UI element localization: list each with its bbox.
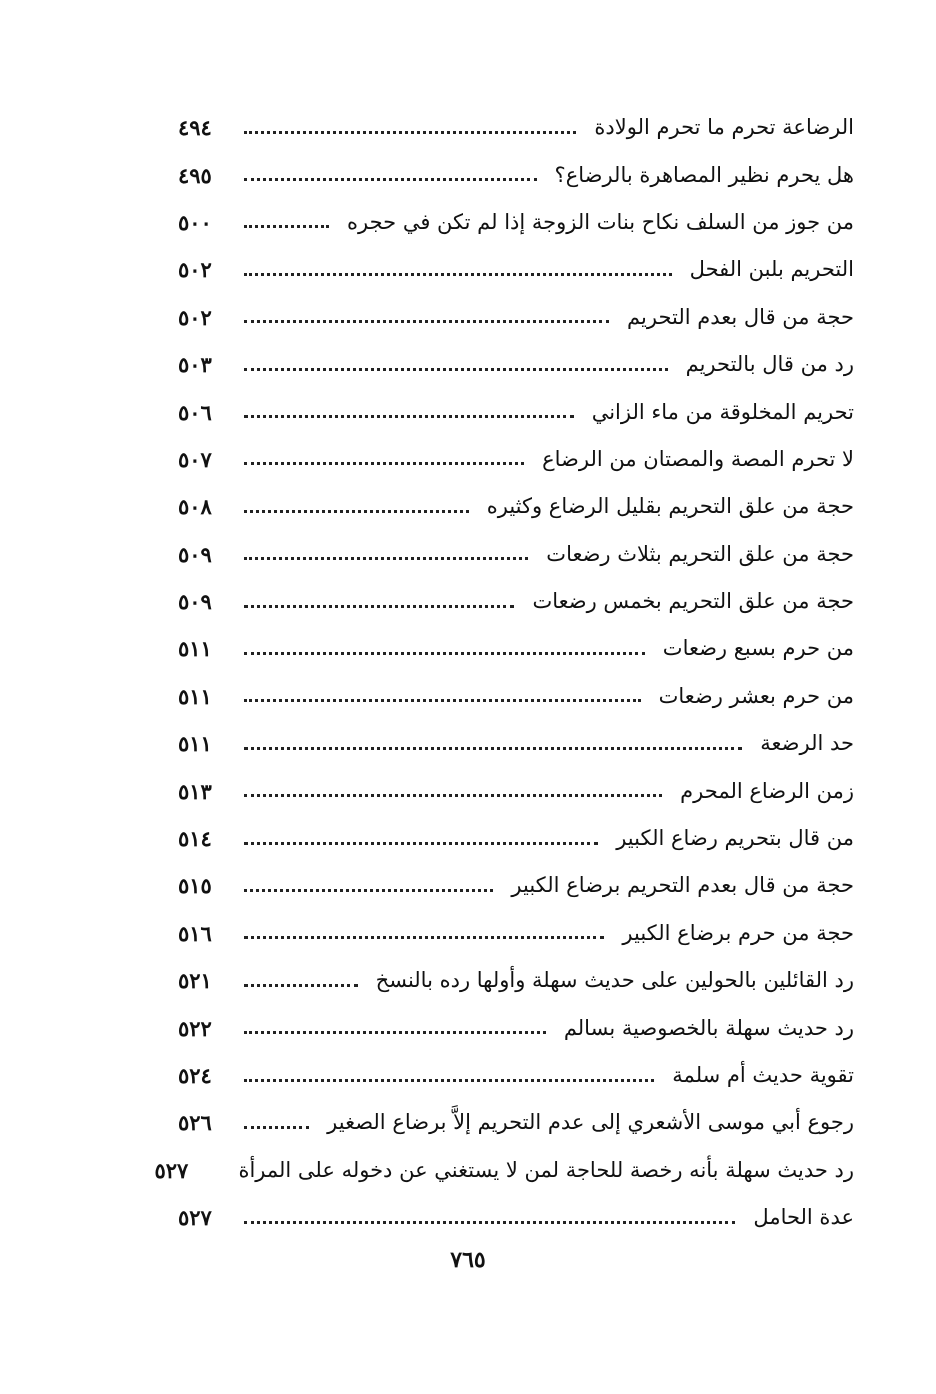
- toc-entry-title: عدة الحامل: [753, 1205, 854, 1230]
- dot-leader: [244, 793, 662, 797]
- toc-entry-page: ٥٢٧: [154, 1157, 189, 1183]
- toc-entry-page: ٥١٦: [178, 920, 212, 946]
- dot-leader: [244, 1125, 309, 1129]
- toc-entry-page: ٤٩٤: [178, 115, 212, 141]
- toc-entry-title: هل يحرم نظير المصاهرة بالرضاع؟: [554, 162, 854, 187]
- toc-entry-title: تحريم المخلوقة من ماء الزاني: [591, 399, 854, 424]
- toc-entry-title: رد حديث سهلة بأنه رخصة للحاجة لمن لا يستغني عن دخوله على المرأة: [238, 1157, 854, 1182]
- toc-entry-page: ٥٠٨: [178, 494, 212, 520]
- toc-entry-title: رجوع أبي موسى الأشعري إلى عدم التحريم إلاَّ برضاع الصغير: [327, 1110, 854, 1135]
- toc-entry-page: ٥٢٧: [178, 1205, 212, 1231]
- toc-entry-page: ٥٠٩: [178, 589, 212, 615]
- toc-entry-title: لا تحرم المصة والمصتان من الرضاع: [542, 446, 854, 471]
- toc-entry-title: حجة من حرم برضاع الكبير: [622, 920, 854, 945]
- toc-entry-page: ٥١٣: [178, 778, 212, 804]
- dot-leader: [244, 224, 329, 228]
- dot-leader: [244, 651, 645, 655]
- toc-entry: [178, 341, 854, 388]
- toc-entry: [178, 246, 854, 293]
- toc-entry-title: التحريم بلبن الفحل: [689, 257, 854, 282]
- toc-entry: [178, 531, 854, 578]
- toc-entry-page: ٥٢٢: [178, 1015, 212, 1041]
- toc-entry: [178, 483, 854, 530]
- toc-entry-title: من حرم بسبع رضعات: [662, 636, 854, 661]
- dot-leader: [244, 935, 604, 939]
- toc-entry-title: حجة من قال بعدم التحريم برضاع الكبير: [511, 873, 854, 898]
- toc-entry-page: ٥٠٧: [178, 446, 212, 472]
- dot-leader: [244, 367, 668, 371]
- toc-entry: [178, 294, 854, 341]
- dot-leader: [244, 130, 576, 134]
- toc-entry-page: ٥١١: [178, 731, 212, 757]
- toc-entry: [178, 1194, 854, 1241]
- toc-entry-title: من قال بتحريم رضاع الكبير: [616, 826, 854, 851]
- dot-leader: [244, 888, 493, 892]
- toc-entry-title: من جوز من السلف نكاح بنات الزوجة إذا لم تكن في حجره: [347, 209, 854, 234]
- toc-entry-page: ٥١١: [178, 683, 212, 709]
- toc-entry: [178, 151, 854, 198]
- toc-entry-page: ٥٠٦: [178, 399, 212, 425]
- toc-entry: [178, 815, 854, 862]
- toc-entry-page: ٥٢١: [178, 968, 212, 994]
- toc-entry-title: من حرم بعشر رضعات: [658, 683, 854, 708]
- toc-entry: [178, 957, 854, 1004]
- toc-entry: [178, 862, 854, 909]
- toc-entry: [178, 625, 854, 672]
- toc-entry-page: ٥٠٢: [178, 257, 212, 283]
- dot-leader: [244, 319, 609, 323]
- toc-entry: [178, 199, 854, 246]
- dot-leader: [244, 698, 641, 702]
- toc-entry-title: تقوية حديث أم سلمة: [672, 1063, 854, 1087]
- toc-entry-title: حجة من علق التحريم بخمس رضعات: [532, 589, 854, 614]
- toc-entry-page: ٥١٥: [178, 873, 212, 899]
- toc-entry-title: حد الرضعة: [760, 731, 854, 756]
- toc-entry-title: حجة من علق التحريم بقليل الرضاع وكثيره: [486, 494, 854, 519]
- dot-leader: [244, 1220, 735, 1224]
- toc-entry-page: ٥٠٢: [178, 304, 212, 330]
- toc-entry: [178, 1004, 854, 1051]
- toc-entry: [178, 388, 854, 435]
- toc-entry: [178, 578, 854, 625]
- dot-leader: [244, 272, 672, 276]
- dot-leader: [244, 556, 528, 560]
- dot-leader: [244, 746, 742, 750]
- toc-entry-title: الرضاعة تحرم ما تحرم الولادة: [594, 115, 854, 140]
- toc-entry-page: ٥٠٣: [178, 352, 212, 378]
- toc-entry-title: رد حديث سهلة بالخصوصية بسالم: [563, 1015, 854, 1040]
- toc-entry: [178, 767, 854, 814]
- dot-leader: [244, 841, 598, 845]
- dot-leader: [244, 177, 537, 181]
- toc-entry: [178, 673, 854, 720]
- toc-entry-page: ٥٢٦: [178, 1110, 212, 1136]
- toc-entry: [178, 1052, 854, 1099]
- toc-entry: [178, 104, 854, 151]
- toc-entry-page: ٥٠٠: [178, 209, 212, 235]
- toc-entry: [178, 910, 854, 957]
- toc-entry-title: رد من قال بالتحريم: [685, 352, 854, 377]
- toc-entry-title: حجة من علق التحريم بثلاث رضعات: [546, 541, 854, 566]
- dot-leader: [244, 983, 358, 987]
- dot-leader: [244, 1078, 654, 1082]
- toc-entry-page: ٤٩٥: [178, 162, 212, 188]
- dot-leader: [244, 1030, 546, 1034]
- toc-entry-page: ٥٢٤: [178, 1063, 212, 1088]
- toc-entry-page: ٥١١: [178, 636, 212, 662]
- dot-leader: [244, 509, 469, 513]
- toc-entry: [154, 1147, 854, 1194]
- toc-entry-title: حجة من قال بعدم التحريم: [627, 304, 854, 329]
- toc-entry: [178, 720, 854, 767]
- dot-leader: [244, 604, 514, 608]
- dot-leader: [244, 461, 524, 465]
- toc-entry: [178, 1099, 854, 1146]
- dot-leader: [244, 414, 574, 418]
- toc-entry-title: زمن الرضاع المحرم: [680, 778, 854, 803]
- toc-entry: [178, 436, 854, 483]
- toc-entry-page: ٥٠٩: [178, 541, 212, 567]
- toc-entry-page: ٥١٤: [178, 826, 212, 852]
- page-number: ٧٦٥: [450, 1247, 486, 1273]
- table-of-contents: [154, 104, 854, 1241]
- toc-entry-title: رد القائلين بالحولين على حديث سهلة وأولها رده بالنسخ: [375, 968, 854, 993]
